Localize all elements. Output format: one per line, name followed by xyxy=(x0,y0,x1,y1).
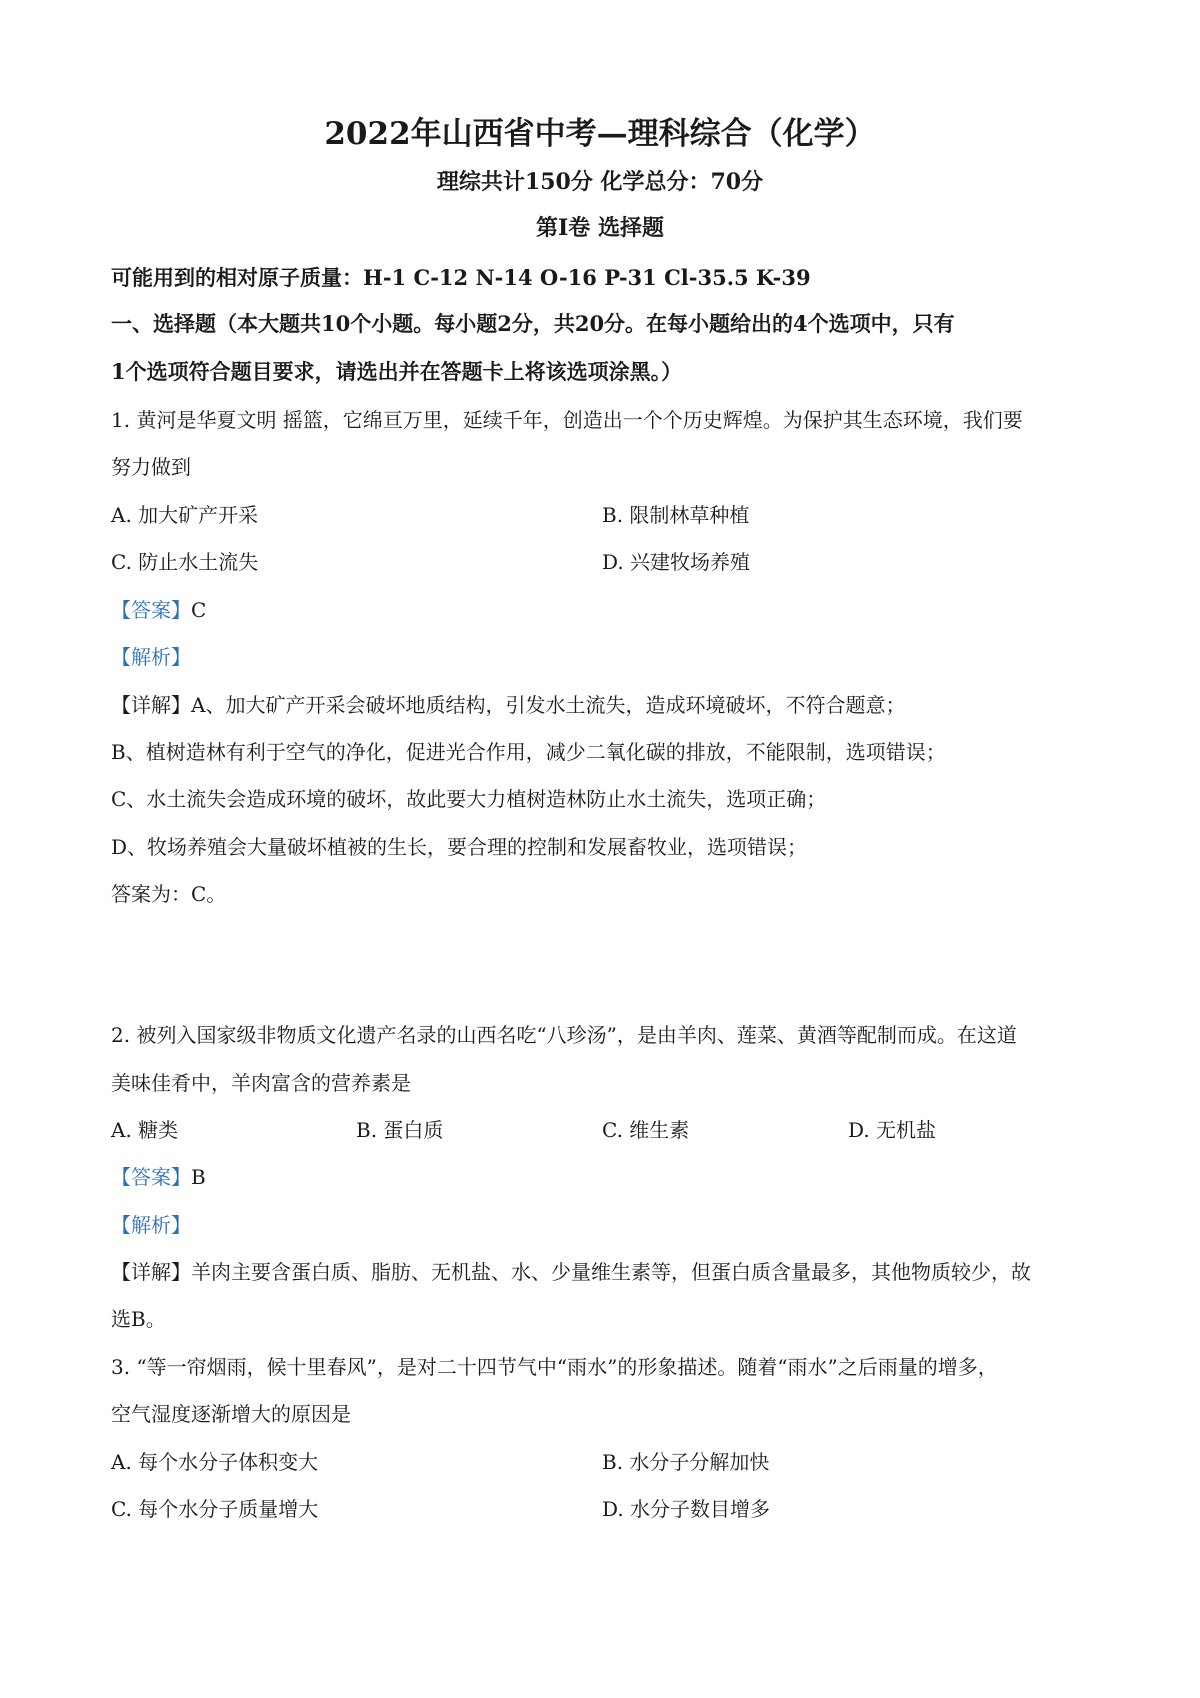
exam-title: 2022年山西省中考—理科综合（化学） xyxy=(324,116,876,152)
q2-option-b: B. 蛋白质 xyxy=(356,1118,444,1142)
q2-option-c: C. 维生素 xyxy=(602,1118,690,1142)
q2-answer xyxy=(111,1161,206,1190)
q3-option-d: D. 水分子数目增多 xyxy=(602,1497,771,1521)
answer-value: B xyxy=(191,1165,206,1189)
q1-option-a: A. 加大矿产开采 xyxy=(111,503,259,527)
q2-stem-line-1: 2. 被列入国家级非物质文化遗产名录的山西名吃“八珍汤”，是由羊肉、莲菜、黄酒等配制而成。在这道 xyxy=(111,1023,1017,1047)
q1-answer xyxy=(111,594,206,623)
q1-stem-line-1: 1. 黄河是华夏文明 摇篮，它绵亘万里，延续千年，创造出一个个历史辉煌。为保护其生态环境，我们要 xyxy=(111,408,1023,432)
q3-option-c: C. 每个水分子质量增大 xyxy=(111,1497,319,1521)
q2-option-a: A. 糖类 xyxy=(111,1118,179,1142)
q1-option-b: B. 限制林草种植 xyxy=(602,503,750,527)
q2-detail-line-2: 选B。 xyxy=(111,1307,166,1331)
q1-detail-line-3: C、水土流失会造成环境的破坏，故此要大力植树造林防止水土流失，选项正确； xyxy=(111,787,827,811)
detail-label: 【详解】 xyxy=(111,1260,191,1284)
instructions-line-1: 一、选择题（本大题共10个小题。每小题2分，共20分。在每小题给出的4个选项中，只有 xyxy=(111,311,955,336)
q3-option-b: B. 水分子分解加快 xyxy=(602,1450,770,1474)
q1-detail-line-4: D、牧场养殖会大量破坏植被的生长，要合理的控制和发展畜牧业，选项错误； xyxy=(111,835,808,859)
answer-label: 【答案】 xyxy=(111,598,191,622)
score-line: 理综共计150分 化学总分：70分 xyxy=(436,169,764,195)
answer-value: C xyxy=(191,598,207,622)
q1-detail-line-1 xyxy=(111,689,905,718)
detail-text: 羊肉主要含蛋白质、脂肪、无机盐、水、少量维生素等，但蛋白质含量最多，其他物质较少，故 xyxy=(191,1260,1031,1284)
instructions-line-2: 1个选项符合题目要求，请选出并在答题卡上将该选项涂黑。） xyxy=(111,359,683,384)
q3-option-a: A. 每个水分子体积变大 xyxy=(111,1450,319,1474)
q1-option-c: C. 防止水土流失 xyxy=(111,550,259,574)
detail-text: A、加大矿产开采会破坏地质结构，引发水土流失，造成环境破坏，不符合题意； xyxy=(191,693,906,717)
section-title: 第Ⅰ卷 选择题 xyxy=(536,215,664,241)
q1-detail-line-5: 答案为：C。 xyxy=(111,882,227,906)
q2-detail-line-1 xyxy=(111,1256,1031,1285)
answer-label: 【答案】 xyxy=(111,1165,191,1189)
q2-option-d: D. 无机盐 xyxy=(848,1118,937,1142)
detail-label: 【详解】 xyxy=(111,693,191,717)
q1-analysis-label: 【解析】 xyxy=(111,645,191,669)
q3-stem-line-2: 空气湿度逐渐增大的原因是 xyxy=(111,1402,351,1426)
q1-detail-line-2: B、植树造林有利于空气的净化，促进光合作用，减少二氧化碳的排放，不能限制，选项错误； xyxy=(111,740,946,764)
q1-stem-line-2: 努力做到 xyxy=(111,455,191,479)
q2-analysis-label: 【解析】 xyxy=(111,1213,191,1237)
atomic-masses: 可能用到的相对原子质量：H-1 C-12 N-14 O-16 P-31 Cl-35.5 K-39 xyxy=(111,265,811,290)
q1-option-d: D. 兴建牧场养殖 xyxy=(602,550,751,574)
q3-stem-line-1: 3. “等一帘烟雨，候十里春风”，是对二十四节气中“雨水”的形象描述。随着“雨水”之后雨量的增多， xyxy=(111,1355,998,1379)
q2-stem-line-2: 美味佳肴中，羊肉富含的营养素是 xyxy=(111,1071,411,1095)
